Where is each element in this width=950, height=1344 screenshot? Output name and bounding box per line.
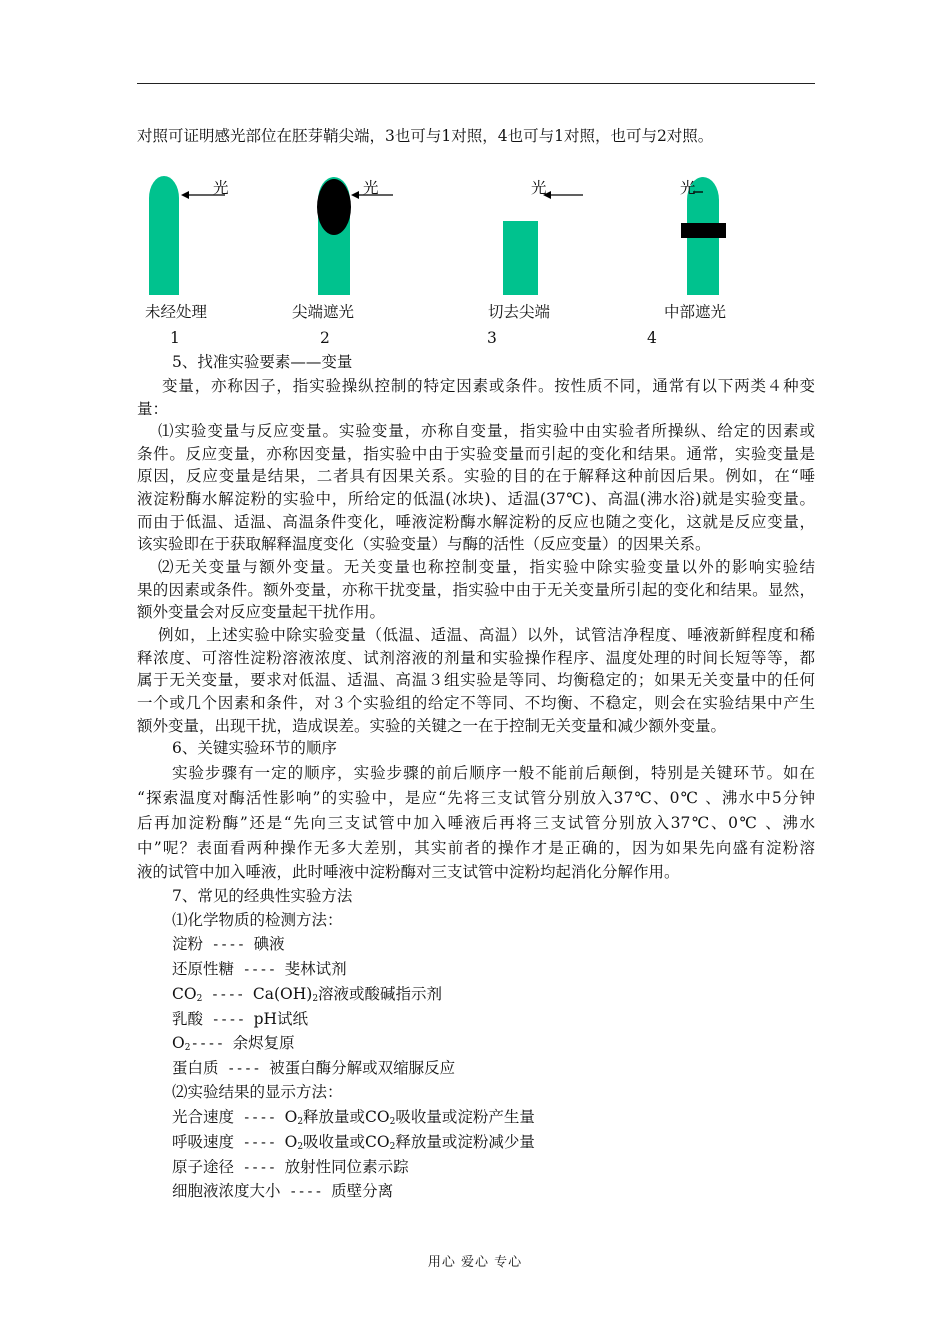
detect-row-4 [172, 1009, 308, 1030]
separator: ---- [234, 962, 285, 978]
coleoptile-diagram [137, 170, 817, 350]
display-method-end: 释放量或淀粉减少量 [395, 1133, 535, 1151]
arrowhead-1 [181, 191, 189, 199]
sec5-p1-line2: 量： [137, 400, 169, 418]
sec5-p4-line3: 属于无关变量，要求对低温、适温、高温３组实验是等同、均衡稳定的；如果无关变量中的任何 [137, 671, 815, 689]
number-2: 2 [320, 329, 330, 347]
separator: ---- [203, 937, 254, 953]
caption-1: 未经处理 [145, 303, 208, 321]
light-label-1: 光 [213, 179, 229, 197]
sec5-p1-line1: 变量，亦称因子，指实验操纵控制的特定因素或条件。按性质不同，通常有以下两类４种变 [162, 377, 815, 395]
display-item: 原子途径 [172, 1158, 235, 1176]
header-rule [137, 83, 815, 84]
display-method-end: 吸收量或淀粉产生量 [395, 1108, 535, 1126]
detect-row-5 [172, 1033, 295, 1058]
display-method: O [284, 1133, 298, 1151]
subscript: 2 [389, 1142, 396, 1152]
section-6-heading: 6、关键实验环节的顺序 [172, 739, 337, 757]
sec5-p2-line1: ⑴实验变量与反应变量。实验变量，亦称自变量，指实验中由实验者所操纵、给定的因素或 [158, 422, 815, 440]
caption-2: 尖端遮光 [292, 303, 355, 321]
sec6-p1-line3: 后再加淀粉酶”还是“先向三支试管中加入唾液后再将三支试管分别放入37℃、0℃ 、沸水 [137, 814, 815, 832]
number-1: 1 [170, 329, 180, 347]
sec5-p2-line5: 而由于低温、适温、高温条件变化，唾液淀粉酶水解淀粉的反应也随之变化，这就是反应变量， [137, 513, 815, 531]
sec5-p2-line3: 原因，反应变量是结果，二者具有因果关系。实验的目的在于解释这种前因后果。例如，在“唾 [137, 467, 815, 485]
display-row-3 [172, 1157, 409, 1178]
detect-item: 淀粉 [172, 935, 204, 953]
detect-method: 余烬复原 [232, 1034, 295, 1052]
section-7-heading: 7、常见的经典性实验方法 [172, 887, 353, 905]
display-method: 放射性同位素示踪 [284, 1158, 409, 1176]
light-label-3: 光 [531, 179, 547, 197]
subscript: 2 [196, 994, 203, 1004]
subscript: 2 [312, 994, 319, 1004]
sec6-p1-line2: “探索温度对酶活性影响”的实验中，是应“先将三支试管分别放入37℃、0℃ 、沸水中5分钟 [137, 789, 815, 807]
display-method: 质壁分离 [331, 1182, 394, 1200]
separator: ---- [202, 987, 253, 1003]
separator: ---- [280, 1184, 332, 1200]
arrowhead-2 [351, 191, 359, 199]
detect-row-3 [172, 984, 442, 1009]
display-row-2 [172, 1132, 535, 1157]
detect-method: 斐林试剂 [284, 960, 347, 978]
display-item: 细胞液浓度大小 [172, 1182, 281, 1200]
detect-item: 蛋白质 [172, 1059, 219, 1077]
detect-row-1 [172, 934, 285, 955]
coleoptile-1 [149, 176, 179, 295]
sec6-p1-line1: 实验步骤有一定的顺序，实验步骤的前后顺序一般不能前后颠倒，特别是关键环节。如在 [172, 764, 815, 782]
display-item: 呼吸速度 [172, 1133, 235, 1151]
detect-row-6 [172, 1058, 455, 1079]
separator: ---- [234, 1110, 285, 1126]
sec5-p2-line2: 条件。反应变量，亦称因变量，指实验中由于实验变量而引起的变化和结果。通常，实验变量是 [137, 445, 815, 463]
subscript: 2 [297, 1142, 304, 1152]
detect-method: pH试纸 [253, 1010, 309, 1028]
sec5-p4-line2: 释浓度、可溶性淀粉溶液浓度、试剂溶液的剂量和实验操作程序、温度处理的时间长短等等，都 [137, 649, 815, 667]
middle-cover [681, 223, 726, 238]
light-label-4: 光 [680, 179, 696, 197]
number-4: 4 [647, 329, 657, 347]
detect-item: CO [172, 985, 197, 1003]
sec5-p3-line3: 额外变量会对反应变量起干扰作用。 [137, 603, 386, 621]
light-label-2: 光 [363, 179, 379, 197]
detect-item: 还原性糖 [172, 960, 235, 978]
detect-method: 被蛋白酶分解或双缩脲反应 [269, 1059, 456, 1077]
detect-method: 碘液 [253, 935, 285, 953]
display-method-mid: 吸收量或CO [303, 1133, 390, 1151]
sec5-p3-line2: 果的因素或条件。额外变量，亦称干扰变量，指实验中由于无关变量所引起的变化和结果。显然， [137, 581, 815, 599]
tip-cover [317, 179, 351, 235]
sec6-p1-line5: 液的试管中加入唾液，此时唾液中淀粉酶对三支试管中淀粉均起消化分解作用。 [137, 863, 680, 881]
sec5-p4-line1: 例如，上述实验中除实验变量（低温、适温、高温）以外，试管洁净程度、唾液新鲜程度和稀 [158, 626, 815, 644]
display-row-4 [172, 1181, 393, 1202]
display-method: O [284, 1108, 298, 1126]
sec5-p2-line4: 液淀粉酶水解淀粉的实验中，所给定的低温(冰块)、适温(37℃)、高温(沸水浴)就是实验变量。 [137, 490, 815, 508]
page-footer: 用心 爱心 专心 [427, 1255, 523, 1270]
caption-4: 中部遮光 [664, 303, 727, 321]
detect-row-2 [172, 959, 347, 980]
sec5-p2-line6: 该实验即在于获取解释温度变化（实验变量）与酶的活性（反应变量）的因果关系。 [137, 535, 711, 553]
separator: ---- [218, 1061, 270, 1077]
intro-line: 对照可证明感光部位在胚芽鞘尖端，3也可与1对照，4也可与1对照，也可与2对照。 [137, 127, 714, 145]
sec5-p3-line1: ⑵无关变量与额外变量。无关变量也称控制变量，指实验中除实验变量以外的影响实验结 [158, 558, 815, 576]
sec5-p4-line5: 额外变量，出现干扰，造成误差。实验的关键之一在于控制无关变量和减少额外变量。 [137, 717, 727, 735]
display-item: 光合速度 [172, 1108, 235, 1126]
subscript: 2 [297, 1117, 304, 1127]
caption-3: 切去尖端 [488, 303, 551, 321]
coleoptile-figure [137, 170, 817, 350]
subscript: 2 [389, 1117, 396, 1127]
subscript: 2 [184, 1043, 191, 1053]
separator: ---- [203, 1012, 254, 1028]
detect-item: O [172, 1034, 185, 1052]
detect-method: Ca(OH) [252, 985, 313, 1003]
display-method-mid: 释放量或CO [303, 1108, 390, 1126]
display-row-1 [172, 1107, 535, 1132]
detect-method-rest: 溶液或酸碱指示剂 [318, 985, 443, 1003]
coleoptile-3 [503, 221, 538, 295]
sec6-p1-line4: 中”呢？表面看两种操作无多大差别，其实前者的操作才是正确的，因为如果先向盛有淀粉溶 [137, 839, 815, 857]
sec7-sub2: ⑵实验结果的显示方法： [172, 1083, 343, 1101]
sec5-p4-line4: 一个或几个因素和条件，对３个实验组的给定不等同、不均衡、不稳定，则会在实验结果中产生 [137, 694, 815, 712]
separator: ---- [234, 1160, 285, 1176]
separator: ---- [234, 1135, 285, 1151]
number-3: 3 [487, 329, 497, 347]
section-5-heading: 5、找准实验要素——变量 [172, 353, 353, 371]
sec7-sub1: ⑴化学物质的检测方法： [172, 911, 343, 929]
separator: ---- [190, 1036, 233, 1052]
detect-item: 乳酸 [172, 1010, 204, 1028]
